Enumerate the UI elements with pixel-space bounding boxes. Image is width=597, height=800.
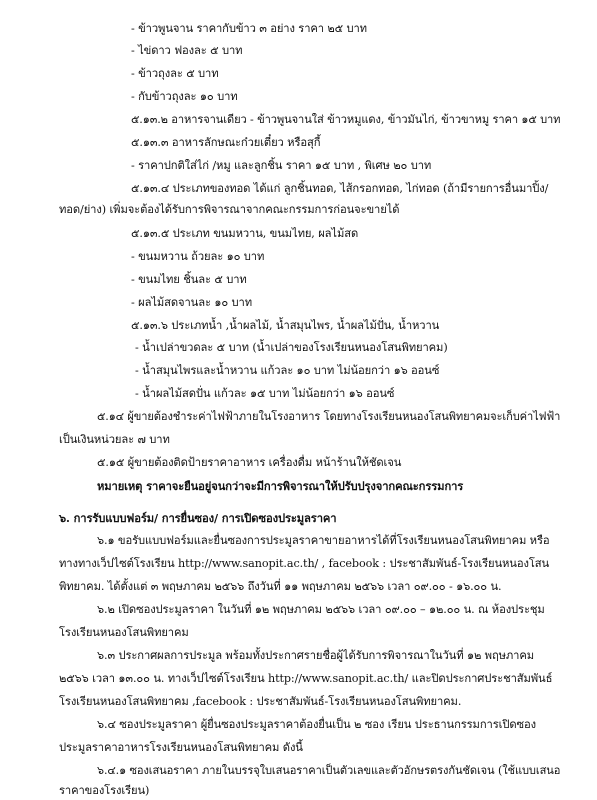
section-6-3-cont-2: โรงเรียนหนองโสนพิทยาคม ,facebook : ประชาสัมพันธ์-โรงเรียนหนองโสนพิทยาคม. (59, 695, 462, 708)
menu-item-thai-dessert: - ขนมไทย ชิ้นละ ๕ บาท (131, 273, 247, 286)
menu-item-dessert: - ขนมหวาน ถ้วยละ ๑๐ บาท (131, 250, 265, 263)
menu-item-noodle-price: - ราคาปกติใส่ไก่ /หมู และลูกชิ้น ราคา ๑๕ บาท , พิเศษ ๒๐ บาท (131, 159, 432, 172)
section-5-13-3: ๕.๑๓.๓ อาหารลักษณะก๋วยเตี๋ยว หรือสุกี้ (131, 136, 321, 149)
menu-item-rice-bag: - ข้าวถุงละ ๕ บาท (131, 67, 219, 80)
remark-note: หมายเหตุ ราคาจะยืนอยู่จนกว่าจะมีการพิจารณาให้ปรับปรุงจากคณะกรรมการ (97, 479, 464, 493)
section-5-13-6: ๕.๑๓.๖ ประเภทน้ำ ,น้ำผลไม้, น้ำสมุนไพร, น้ำผลไม้ปั่น, น้ำหวาน (131, 319, 440, 332)
section-6-heading: ๖. การรับแบบฟอร์ม/ การยื่นซอง/ การเปิดซองประมูลราคา (59, 511, 337, 525)
menu-item-side-dish-bag: - กับข้าวถุงละ ๑๐ บาท (131, 90, 238, 103)
section-6-4-1-cont: ราคาของโรงเรียน) (59, 784, 150, 797)
section-6-3-cont-1: ๒๕๖๖ เวลา ๑๓.๐๐ น. ทางเว็ปไซต์โรงเรียน http://www.sanopit.ac.th/ และปิดประกาศประชาสัมพันธ์ (59, 672, 553, 685)
menu-item-herbal-drink: - น้ำสมุนไพรและน้ำหวาน แก้วละ ๑๐ บาท ไม่น้อยกว่า ๑๖ ออนซ์ (135, 364, 440, 377)
menu-item-water: - น้ำเปล่าขวดละ ๕ บาท (น้ำเปล่าของโรงเรียนหนองโสนพิทยาคม) (135, 341, 448, 354)
section-6-1-cont-2: พิทยาคม. ได้ตั้งแต่ ๓ พฤษภาคม ๒๕๖๖ ถึงวันที่ ๑๑ พฤษภาคม ๒๕๖๖ เวลา ๐๙.๐๐ - ๑๖.๐๐ น. (59, 580, 502, 593)
section-5-13-5: ๕.๑๓.๕ ประเภท ขนมหวาน, ขนมไทย, ผลไม้สด (131, 227, 359, 240)
menu-item-fruit: - ผลไม้สดจานละ ๑๐ บาท (131, 296, 252, 309)
section-6-2: ๖.๒ เปิดซองประมูลราคา ในวันที่ ๑๒ พฤษภาคม ๒๕๖๖ เวลา ๐๙.๐๐ – ๑๒.๐๐ น. ณ ห้องประชุม (97, 603, 545, 616)
section-6-1: ๖.๑ ขอรับแบบฟอร์มและยื่นซองการประมูลราคาขายอาหารได้ที่โรงเรียนหนองโสนพิทยาคม หรือ (97, 534, 550, 547)
section-6-4-cont: ประมูลราคาอาหารโรงเรียนหนองโสนพิทยาคม ดังนี้ (59, 741, 303, 754)
section-6-4: ๖.๔ ซองประมูลราคา ผู้ยื่นซองประมูลราคาต้องยื่นเป็น ๒ ซอง เรียน ประธานกรรมการเปิดซอง (97, 718, 536, 731)
section-5-14-cont: เป็นเงินหน่วยละ ๗ บาท (59, 433, 170, 446)
section-5-13-4: ๕.๑๓.๔ ประเภทของทอด ได้แก่ ลูกชิ้นทอด, ไส้กรอกทอด, ไก่ทอด (ถ้ามีรายการอื่นมาปิ้ง/ (131, 182, 549, 195)
menu-item-rice-plate: - ข้าวพูนจาน ราคากับข้าว ๓ อย่าง ราคา ๒๕ บาท (131, 22, 367, 35)
section-5-15: ๕.๑๕ ผู้ขายต้องติดป้ายราคาอาหาร เครื่องดื่ม หน้าร้านให้ชัดเจน (97, 456, 402, 469)
section-5-13-4-cont: ทอด/ย่าง) เพิ่มจะต้องได้รับการพิจารณาจากคณะกรรมการก่อนจะขายได้ (59, 203, 400, 216)
section-6-2-cont: โรงเรียนหนองโสนพิทยาคม (59, 626, 189, 639)
section-5-14: ๕.๑๔ ผู้ขายต้องชำระค่าไฟฟ้าภายในโรงอาหาร โดยทางโรงเรียนหนองโสนพิทยาคมจะเก็บค่าไฟฟ้า (97, 410, 561, 423)
menu-item-smoothie: - น้ำผลไม้สดปั่น แก้วละ ๑๕ บาท ไม่น้อยกว่า ๑๖ ออนซ์ (135, 387, 395, 400)
section-6-3: ๖.๓ ประกาศผลการประมูล พร้อมทั้งประกาศรายชื่อผู้ได้รับการพิจารณาในวันที่ ๑๒ พฤษภาคม (97, 649, 535, 662)
menu-item-fried-egg: - ไข่ดาว ฟองละ ๕ บาท (131, 44, 243, 57)
section-6-1-cont-1: ทางทางเว็ปไซต์โรงเรียน http://www.sanopit.ac.th/ , facebook : ประชาสัมพันธ์-โรงเรียนหนองโสน (59, 557, 550, 570)
section-5-13-2: ๕.๑๓.๒ อาหารจานเดียว - ข้าวพูนจานใส่ ข้าวหมูแดง, ข้าวมันไก่, ข้าวขาหมู ราคา ๑๕ บาท (131, 113, 561, 126)
section-6-4-1: ๖.๔.๑ ซองเสนอราคา ภายในบรรจุใบเสนอราคาเป็นตัวเลขและตัวอักษรตรงกันชัดเจน (ใช้แบบเสนอ (97, 764, 561, 777)
